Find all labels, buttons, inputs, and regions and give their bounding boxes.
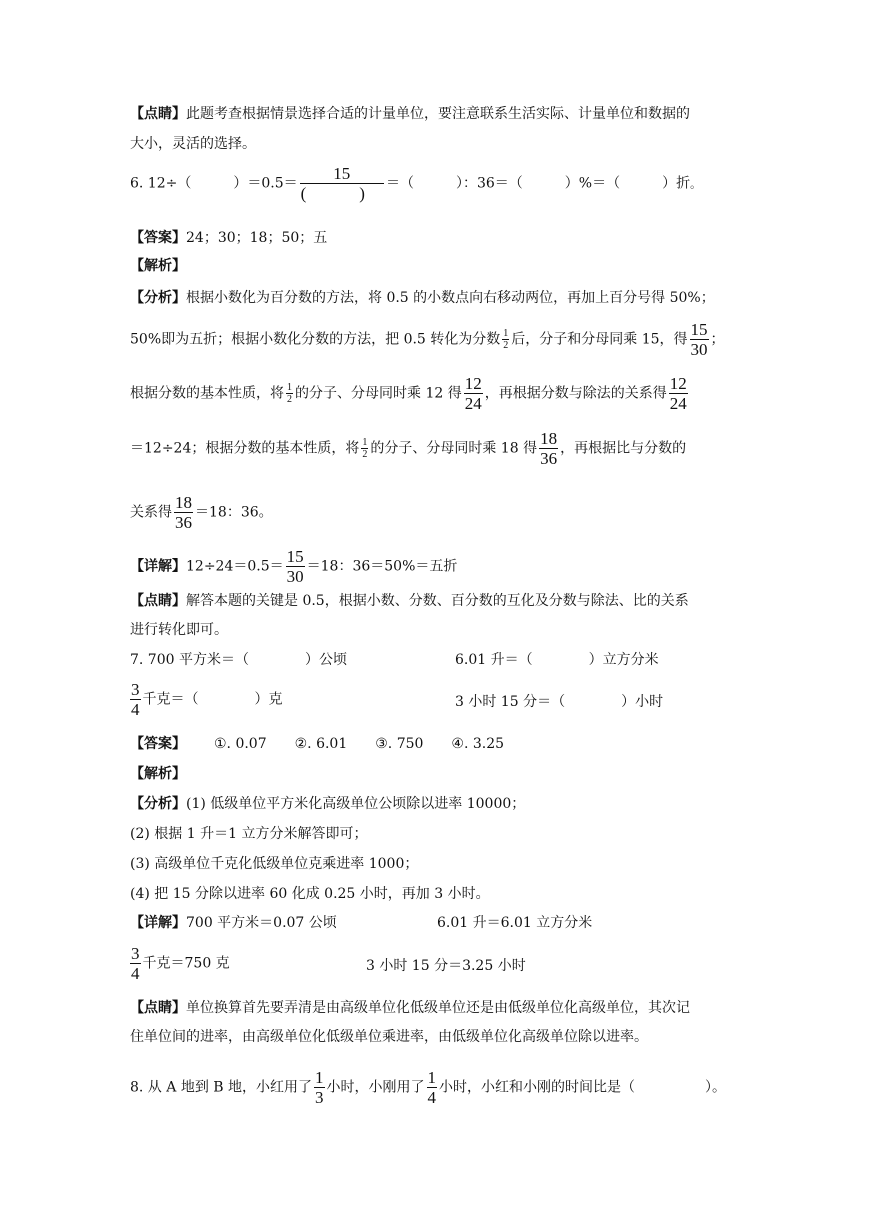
remark-line-2	[130, 134, 256, 154]
detail-7-row-1	[130, 913, 337, 933]
numerator: 18	[175, 493, 192, 512]
denominator: 2	[362, 449, 368, 460]
fraction	[690, 320, 709, 359]
denominator: 36	[175, 513, 192, 532]
analysis-7-line-2	[130, 824, 367, 844]
remark-tag: 【点睛】	[130, 1000, 186, 1016]
fraction	[130, 944, 141, 983]
detail-6	[130, 547, 457, 586]
remark-text: 进行转化即可。	[130, 622, 228, 638]
fraction	[427, 1068, 438, 1107]
fraction	[314, 1068, 325, 1107]
question-7-text: 7. 700 平方米＝（ ）公顷	[130, 652, 347, 668]
analysis-text: ＝18：36。	[195, 504, 273, 521]
numerator: 18	[540, 429, 558, 448]
question-7-row-2	[130, 680, 283, 719]
remark-text: 此题考查根据情景选择合适的计量单位，要注意联系生活实际、计量单位和数据的	[186, 106, 690, 122]
remark-text: 单位换算首先要弄清是由高级单位化低级单位还是由低级单位化高级单位，其次记	[186, 1000, 690, 1016]
analysis-sub-tag: 【分析】	[130, 796, 186, 812]
detail-text: 3 小时 15 分＝3.25 小时	[366, 958, 526, 974]
analysis-6-header	[130, 256, 186, 276]
question-8	[130, 1068, 726, 1107]
fraction	[539, 429, 558, 468]
analysis-text: 关系得	[130, 504, 172, 521]
detail-text: 700 平方米＝0.07 公顷	[186, 915, 337, 931]
denominator: 24	[669, 394, 687, 413]
detail-text: 12÷24＝0.5＝	[186, 558, 284, 575]
remark-7-line-1	[130, 998, 690, 1018]
analysis-text: ，再根据比与分数的	[560, 440, 687, 457]
numerator: 1	[287, 382, 292, 393]
question-7-text: 千克＝（ ）克	[142, 691, 283, 708]
answer-7	[130, 734, 504, 754]
numerator: 15	[690, 320, 708, 339]
numerator: 3	[131, 680, 140, 699]
fraction	[502, 328, 509, 351]
remark-tag: 【点睛】	[130, 593, 186, 609]
question-7-text: 3 小时 15 分＝（ ）小时	[455, 694, 664, 710]
numerator: 1	[427, 1068, 437, 1087]
denominator-blank: ( )	[300, 184, 383, 203]
fraction	[130, 680, 141, 719]
question-6	[130, 164, 701, 203]
denominator: 3	[315, 1088, 324, 1107]
denominator: 24	[464, 394, 482, 413]
denominator: 36	[540, 449, 558, 468]
detail-tag: 【详解】	[130, 915, 186, 931]
question-8-text: 8. 从 A 地到 B 地，小红用了	[130, 1079, 313, 1096]
analysis-text: 根据小数化为百分数的方法，将 0.5 的小数点向右移动两位，再加上百分号得 50%；	[186, 290, 715, 306]
detail-7-row-1b	[437, 913, 592, 933]
numerator: 1	[362, 437, 368, 448]
analysis-6-line-3	[130, 374, 690, 413]
answer-text: ①. 0.07 ②. 6.01 ③. 750 ④. 3.25	[214, 736, 505, 752]
fraction	[286, 382, 293, 405]
fraction	[174, 493, 193, 532]
answer-text: 24；30；18；50；五	[186, 230, 328, 246]
denominator: 2	[503, 340, 509, 351]
denominator: 4	[131, 964, 140, 983]
analysis-text: ；	[710, 331, 725, 348]
remark-text: 住单位间的进率，由高级单位化低级单位乘进率，由低级单位化高级单位除以进率。	[130, 1029, 648, 1045]
remark-tag: 【点睛】	[130, 106, 186, 122]
detail-tag: 【详解】	[130, 558, 186, 575]
analysis-7-line-3	[130, 854, 418, 874]
analysis-7-header	[130, 764, 186, 784]
answer-6	[130, 228, 327, 248]
detail-7-row-2	[130, 944, 230, 983]
remark-6-line-2	[130, 620, 228, 640]
denominator: 4	[131, 700, 140, 719]
question-6-text: 6. 12÷（ ）＝0.5＝	[130, 175, 298, 192]
denominator: 2	[287, 394, 292, 405]
denominator: 30	[690, 340, 708, 359]
period: 。	[690, 177, 702, 191]
answer-tag: 【答案】	[130, 230, 186, 246]
answer-tag: 【答案】	[130, 736, 186, 752]
analysis-text: 50%即为五折；根据小数化分数的方法，把 0.5 转化为分数	[130, 331, 501, 348]
question-7-row-1b	[455, 650, 659, 670]
analysis-7-line-4	[130, 884, 490, 904]
fraction	[361, 437, 368, 460]
analysis-text: 的分子、分母同时乘 18 得	[370, 440, 538, 457]
denominator: 4	[427, 1088, 437, 1107]
question-8-text: 小时，小刚用了	[326, 1079, 425, 1096]
remark-6-line-1	[130, 591, 689, 611]
detail-text: 千克＝750 克	[142, 955, 230, 972]
question-7-row-2b	[455, 692, 663, 712]
analysis-text: (4) 把 15 分除以进率 60 化成 0.25 小时，再加 3 小时。	[130, 886, 490, 902]
detail-text: 6.01 升＝6.01 立方分米	[437, 915, 593, 931]
remark-line-1	[130, 104, 690, 124]
denominator: 30	[286, 567, 304, 586]
remark-text: 解答本题的关键是 0.5，根据小数、分数、百分数的互化及分数与除法、比的关系	[186, 593, 689, 609]
numerator: 1	[315, 1068, 324, 1087]
numerator: 12	[464, 374, 482, 393]
detail-7-row-2b	[366, 956, 526, 976]
detail-text: ＝18：36＝50%＝五折	[306, 558, 458, 575]
fraction	[669, 374, 688, 413]
fraction	[300, 164, 384, 203]
analysis-6-line-5	[130, 493, 273, 532]
question-6-text: ＝（ ）：36＝（ ）%＝（ ）折	[385, 175, 691, 192]
numerator: 12	[669, 374, 687, 393]
numerator: 1	[503, 328, 509, 339]
analysis-text: 根据分数的基本性质，将	[130, 385, 284, 402]
analysis-text: (3) 高级单位千克化低级单位克乘进率 1000；	[130, 856, 419, 872]
analysis-text: 后，分子和分母同乘 15，得	[511, 331, 688, 348]
analysis-tag: 【解析】	[130, 258, 186, 274]
analysis-6-line-4	[130, 429, 686, 468]
analysis-tag: 【解析】	[130, 766, 186, 782]
analysis-6-line-1	[130, 288, 715, 308]
question-7-row-1	[130, 650, 347, 670]
fraction	[464, 374, 483, 413]
numerator: 3	[131, 944, 140, 963]
analysis-text: (2) 根据 1 升＝1 立方分米解答即可；	[130, 826, 368, 842]
numerator: 15	[300, 164, 384, 184]
analysis-text: ＝12÷24；根据分数的基本性质，将	[130, 440, 360, 457]
remark-7-line-2	[130, 1027, 648, 1047]
analysis-6-line-2	[130, 320, 725, 359]
analysis-sub-tag: 【分析】	[130, 290, 186, 306]
analysis-text: ，再根据分数与除法的关系得	[484, 385, 667, 402]
analysis-text: 的分子、分母同时乘 12 得	[295, 385, 462, 402]
remark-text: 大小，灵活的选择。	[130, 136, 256, 152]
question-7-text: 6.01 升＝（ ）立方分米	[455, 652, 659, 668]
numerator: 15	[286, 547, 304, 566]
analysis-text: (1) 低级单位平方米化高级单位公顷除以进率 10000；	[186, 796, 526, 812]
fraction	[286, 547, 305, 586]
analysis-7-line-1	[130, 794, 525, 814]
question-8-text: 小时，小红和小刚的时间比是（ ）。	[439, 1079, 727, 1096]
